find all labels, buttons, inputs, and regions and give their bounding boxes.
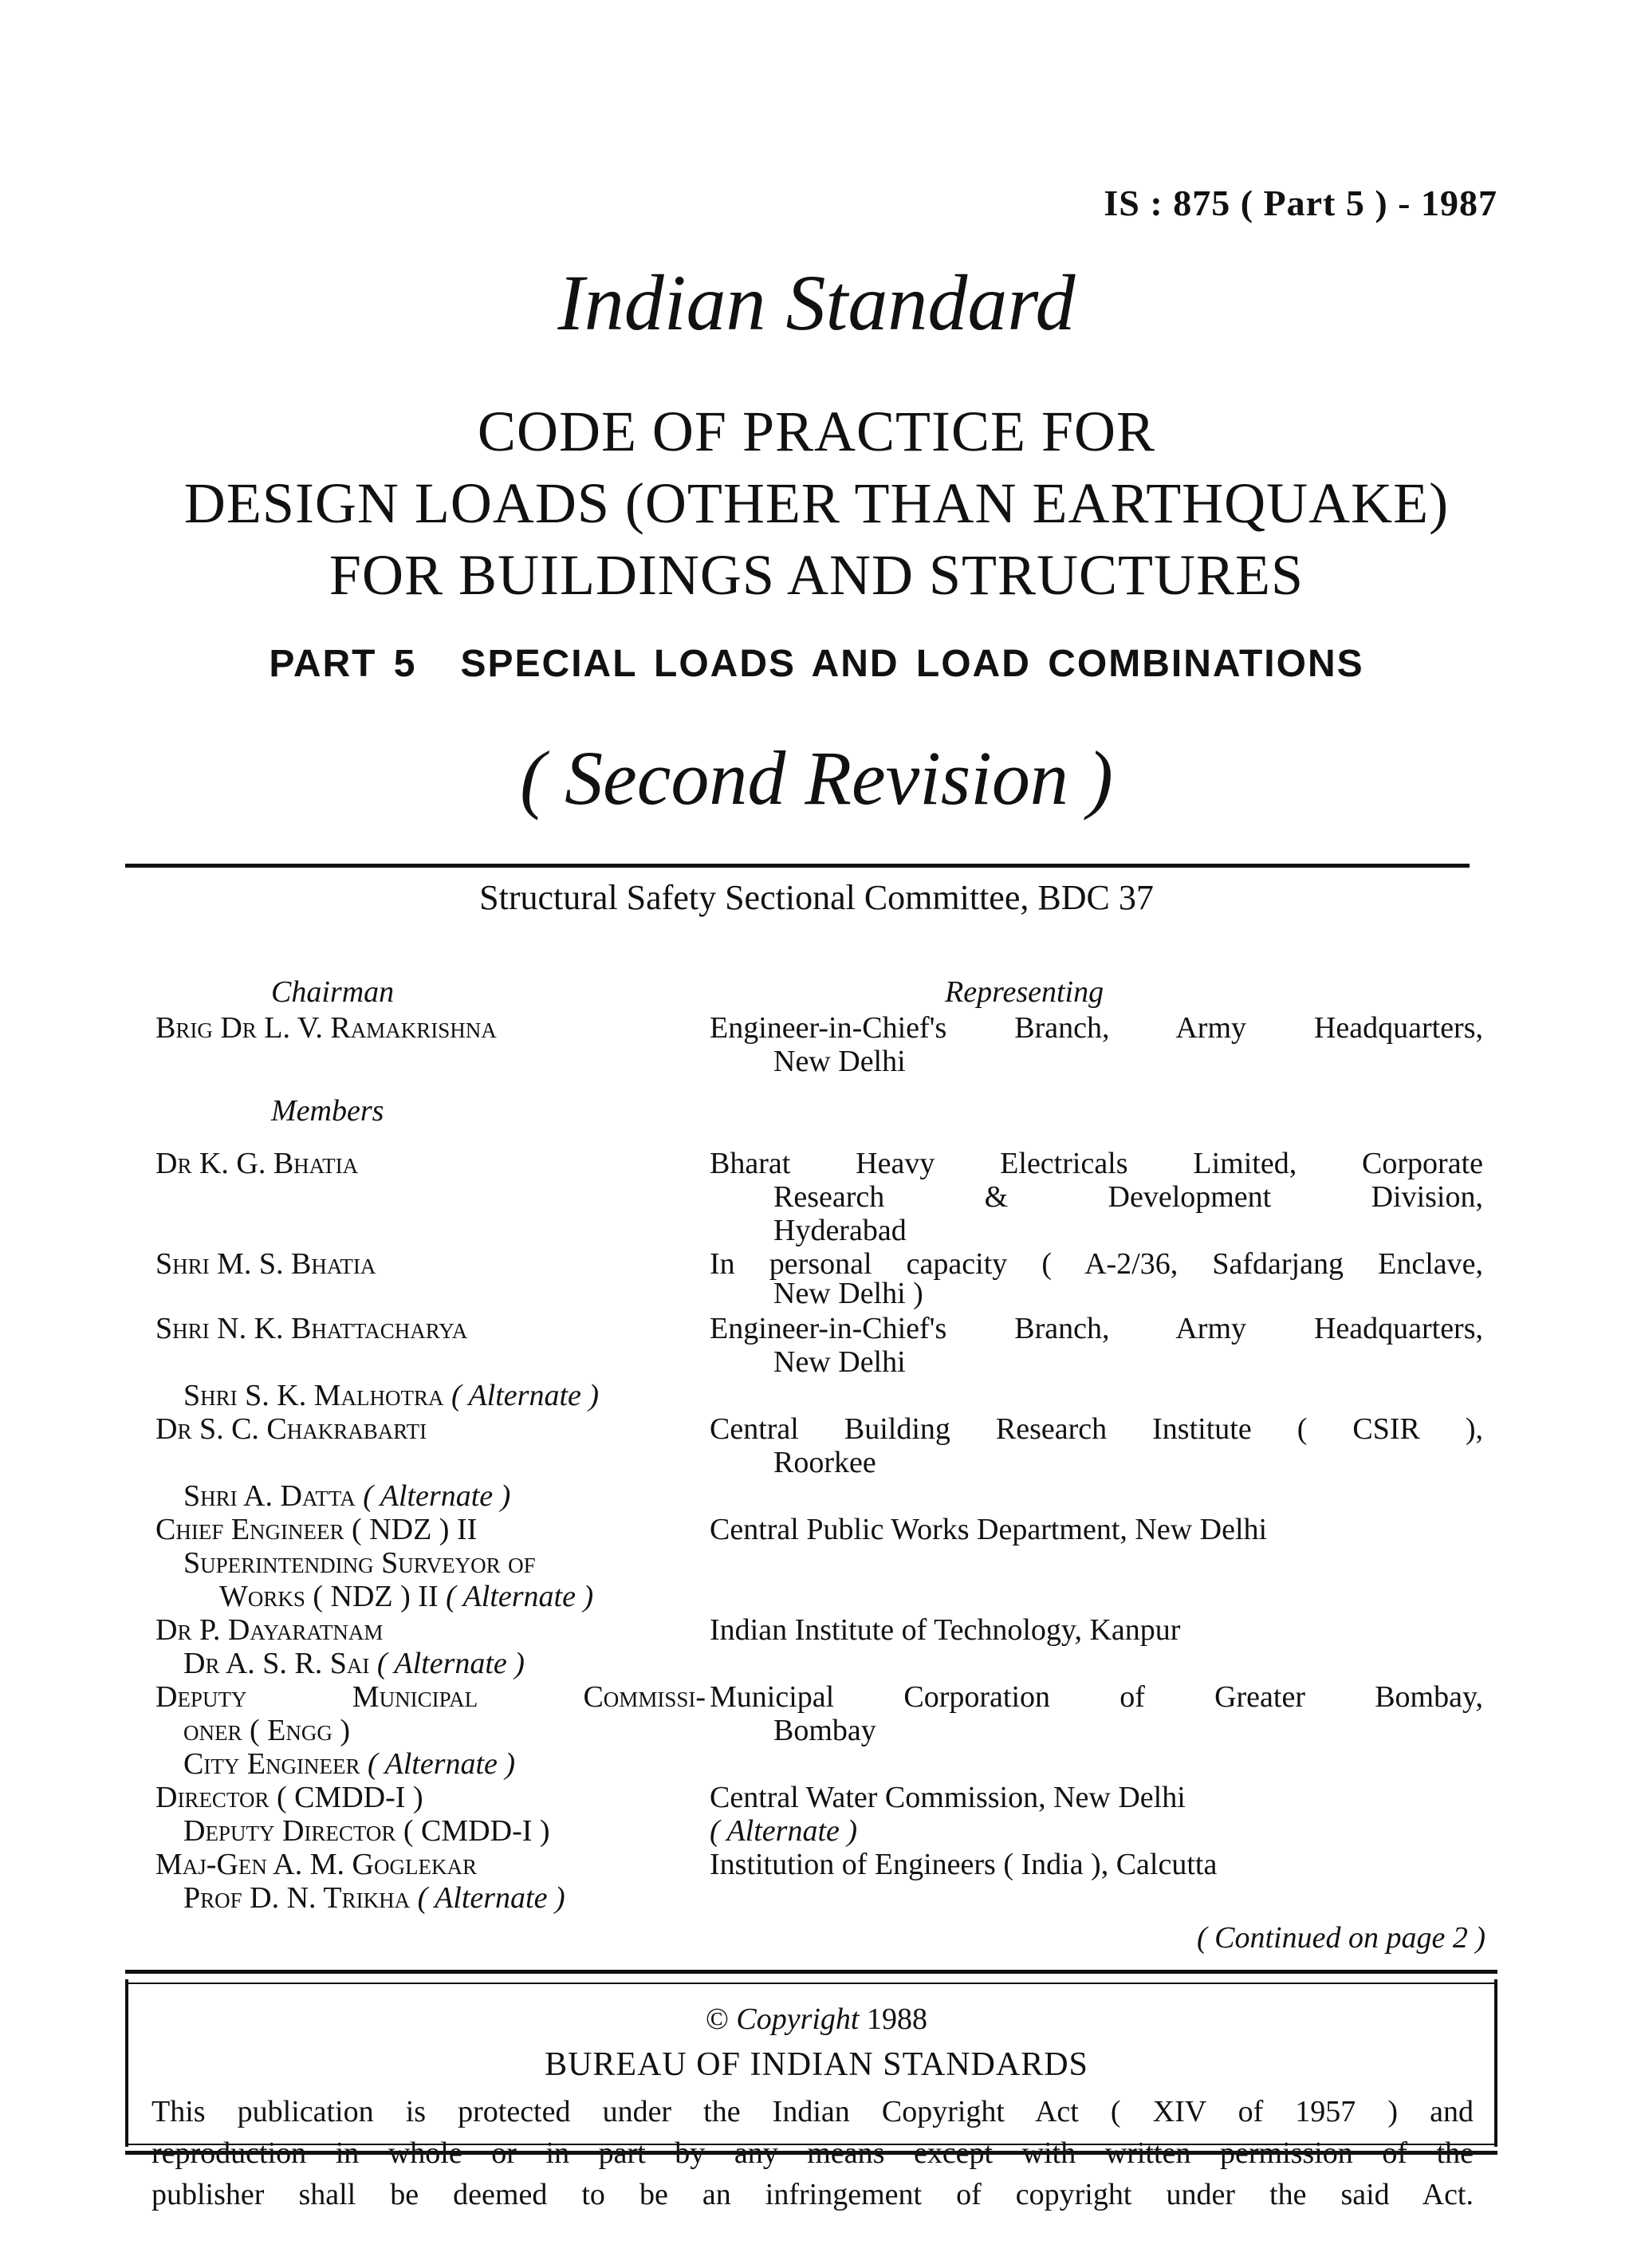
member-rep-cont: Research & Development Division, (773, 1180, 1483, 1214)
copyright-label: Copyright (736, 2002, 860, 2036)
member-rep-cont: New Delhi (773, 1345, 906, 1379)
member-rep: Central Water Commission, New Delhi (710, 1781, 1186, 1814)
alternate-member (219, 1580, 777, 1613)
member-rep-cont: Bombay (773, 1714, 876, 1747)
member-name: Director ( CMDD-I ) (155, 1781, 423, 1814)
member-name: Dr A. S. R. Sai (183, 1647, 370, 1680)
publisher-name: BUREAU OF INDIAN STANDARDS (545, 2046, 1088, 2083)
part-heading (0, 642, 1633, 686)
alternate-label: ( Alternate ) (376, 1647, 525, 1680)
alternate-label: ( Alternate ) (363, 1479, 511, 1513)
box-bottom-rule (125, 2144, 1497, 2155)
standard-number: IS : 875 ( Part 5 ) - 1987 (1104, 183, 1497, 223)
alternate-member (183, 1647, 742, 1680)
copyright-year: 1988 (867, 2002, 927, 2036)
alternate-member (183, 1379, 742, 1412)
member-name-cont: Works ( NDZ ) II (219, 1580, 439, 1613)
continued-note: ( Continued on page 2 ) (1196, 1921, 1485, 1955)
member-rep-cont: Roorkee (773, 1446, 876, 1479)
members-heading: Members (271, 1094, 384, 1128)
chairman-rep: Engineer-in-Chief's Branch, Army Headquarters, (710, 1011, 1483, 1045)
alternate-label: ( Alternate ) (417, 1881, 565, 1915)
member-rep: Engineer-in-Chief's Branch, Army Headquarters, (710, 1312, 1483, 1345)
member-name: Shri A. Datta (183, 1479, 356, 1513)
member-name: Deputy Municipal Commissi- (155, 1680, 706, 1714)
alternate-label: ( Alternate ) (451, 1379, 600, 1412)
alternate-member (183, 1479, 742, 1513)
member-rep-cont: Hyderabad (773, 1214, 907, 1247)
notice-line: publisher shall be deemed to be an infringement of copyright under the said Act. (151, 2178, 1474, 2211)
member-rep: Indian Institute of Technology, Kanpur (710, 1613, 1181, 1647)
member-name: Shri N. K. Bhattacharya (155, 1312, 468, 1345)
chairman-rep-cont: New Delhi (773, 1045, 906, 1078)
notice-line: reproduction in whole or in part by any means except with written permission of the (151, 2136, 1474, 2170)
copyright-line (0, 2002, 1633, 2037)
member-rep: Central Public Works Department, New Delhi (710, 1513, 1268, 1546)
member-name: Dr S. C. Chakrabarti (155, 1412, 427, 1446)
alternate-member (183, 1747, 742, 1781)
revision-label: ( Second Revision ) (520, 735, 1113, 821)
member-rep: In personal capacity ( A-2/36, Safdarjang Enclave, (710, 1247, 1483, 1281)
member-name: Shri M. S. Bhatia (155, 1247, 376, 1281)
member-rep: Bharat Heavy Electricals Limited, Corporate (710, 1147, 1483, 1180)
member-name: Superintending Surveyor of (183, 1546, 536, 1580)
alternate-label: ( Alternate ) (368, 1747, 516, 1781)
copyright-symbol: © (706, 2002, 729, 2036)
part-title: SPECIAL LOADS AND LOAD COMBINATIONS (460, 643, 1364, 685)
title-line-2: DESIGN LOADS (OTHER THAN EARTHQUAKE) (183, 471, 1450, 535)
member-name: Chief Engineer ( NDZ ) II (155, 1513, 478, 1546)
member-name: Shri S. K. Malhotra (183, 1379, 444, 1412)
member-rep: Institution of Engineers ( India ), Calcutta (710, 1848, 1218, 1881)
alternate-member (183, 1881, 742, 1915)
member-name: Deputy Director ( CMDD-I ) (183, 1814, 550, 1848)
member-rep-cont: New Delhi ) (773, 1277, 923, 1310)
chairman-name: Brig Dr L. V. Ramakrishna (155, 1011, 497, 1045)
member-name: Prof D. N. Trikha (183, 1881, 411, 1915)
title-line-3: FOR BUILDINGS AND STRUCTURES (329, 543, 1304, 607)
member-name: Dr K. G. Bhatia (155, 1147, 359, 1180)
title-line-1: CODE OF PRACTICE FOR (477, 400, 1156, 463)
part-label: PART 5 (269, 643, 417, 685)
member-name: City Engineer (183, 1747, 360, 1781)
standard-heading: Indian Standard (557, 258, 1076, 347)
committee-name: Structural Safety Sectional Committee, BDC 37 (479, 878, 1154, 917)
divider-rule (125, 864, 1470, 868)
member-rep: Municipal Corporation of Greater Bombay, (710, 1680, 1483, 1714)
member-name-cont: oner ( Engg ) (183, 1714, 351, 1747)
member-name: Dr P. Dayaratnam (155, 1613, 384, 1647)
chairman-heading: Chairman (271, 975, 395, 1009)
notice-line: This publication is protected under the Indian Copyright Act ( XIV of 1957 ) and (151, 2095, 1474, 2128)
member-rep: Central Building Research Institute ( CSIR ), (710, 1412, 1483, 1446)
alternate-label: ( Alternate ) (446, 1580, 594, 1613)
member-name: Maj-Gen A. M. Goglekar (155, 1848, 477, 1881)
alternate-label: ( Alternate ) (710, 1814, 858, 1848)
representing-heading: Representing (945, 975, 1104, 1009)
